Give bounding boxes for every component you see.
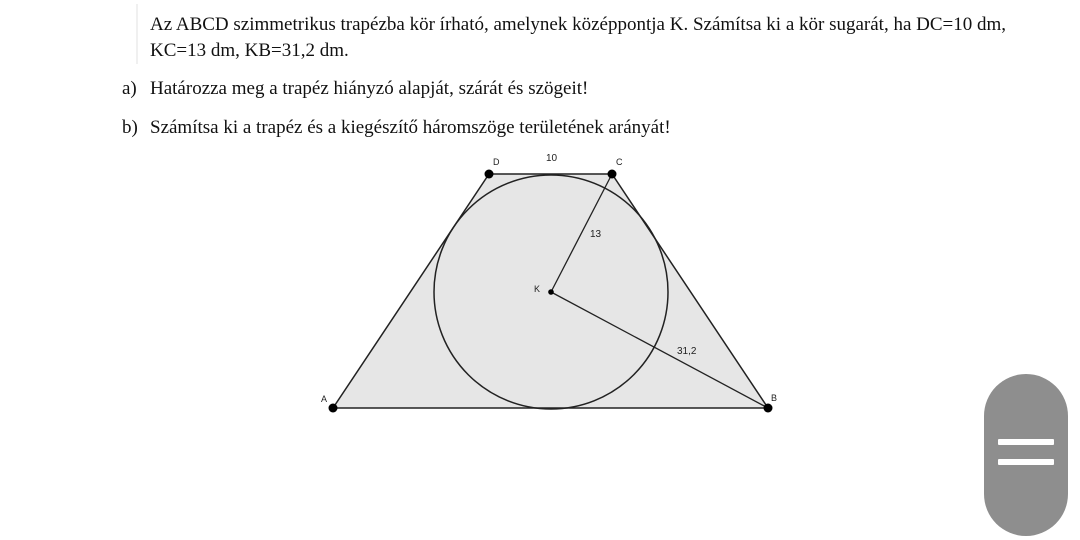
task-a-marker: a) bbox=[122, 78, 137, 99]
point-k bbox=[548, 289, 554, 295]
task-b-marker: b) bbox=[122, 117, 138, 138]
scroll-handle[interactable] bbox=[984, 374, 1068, 536]
label-d: D bbox=[493, 157, 500, 167]
drag-handle-icon bbox=[998, 439, 1054, 445]
point-a bbox=[329, 404, 338, 413]
task-b-text: Számítsa ki a trapéz és a kiegészítő háromszöge területének arányát! bbox=[150, 117, 671, 138]
point-c bbox=[608, 170, 617, 179]
dimension-kb: 31,2 bbox=[677, 346, 697, 357]
label-c: C bbox=[616, 157, 623, 167]
point-b bbox=[764, 404, 773, 413]
label-b: B bbox=[771, 393, 778, 403]
label-a: A bbox=[321, 394, 328, 404]
label-k: K bbox=[534, 284, 541, 294]
task-a-text: Határozza meg a trapéz hiányzó alapját, szárát és szögeit! bbox=[150, 78, 589, 99]
dimension-dc: 10 bbox=[546, 153, 558, 164]
drag-handle-icon-line bbox=[998, 459, 1054, 465]
dimension-kc: 13 bbox=[590, 229, 602, 240]
problem-statement: Az ABCD szimmetrikus trapézba kör írható, amelynek középpontja K. Számítsa ki a kör sugarát, ha DC=10 dm, KC=13 dm, KB=31,2 dm. bbox=[150, 14, 1007, 61]
point-d bbox=[485, 170, 494, 179]
